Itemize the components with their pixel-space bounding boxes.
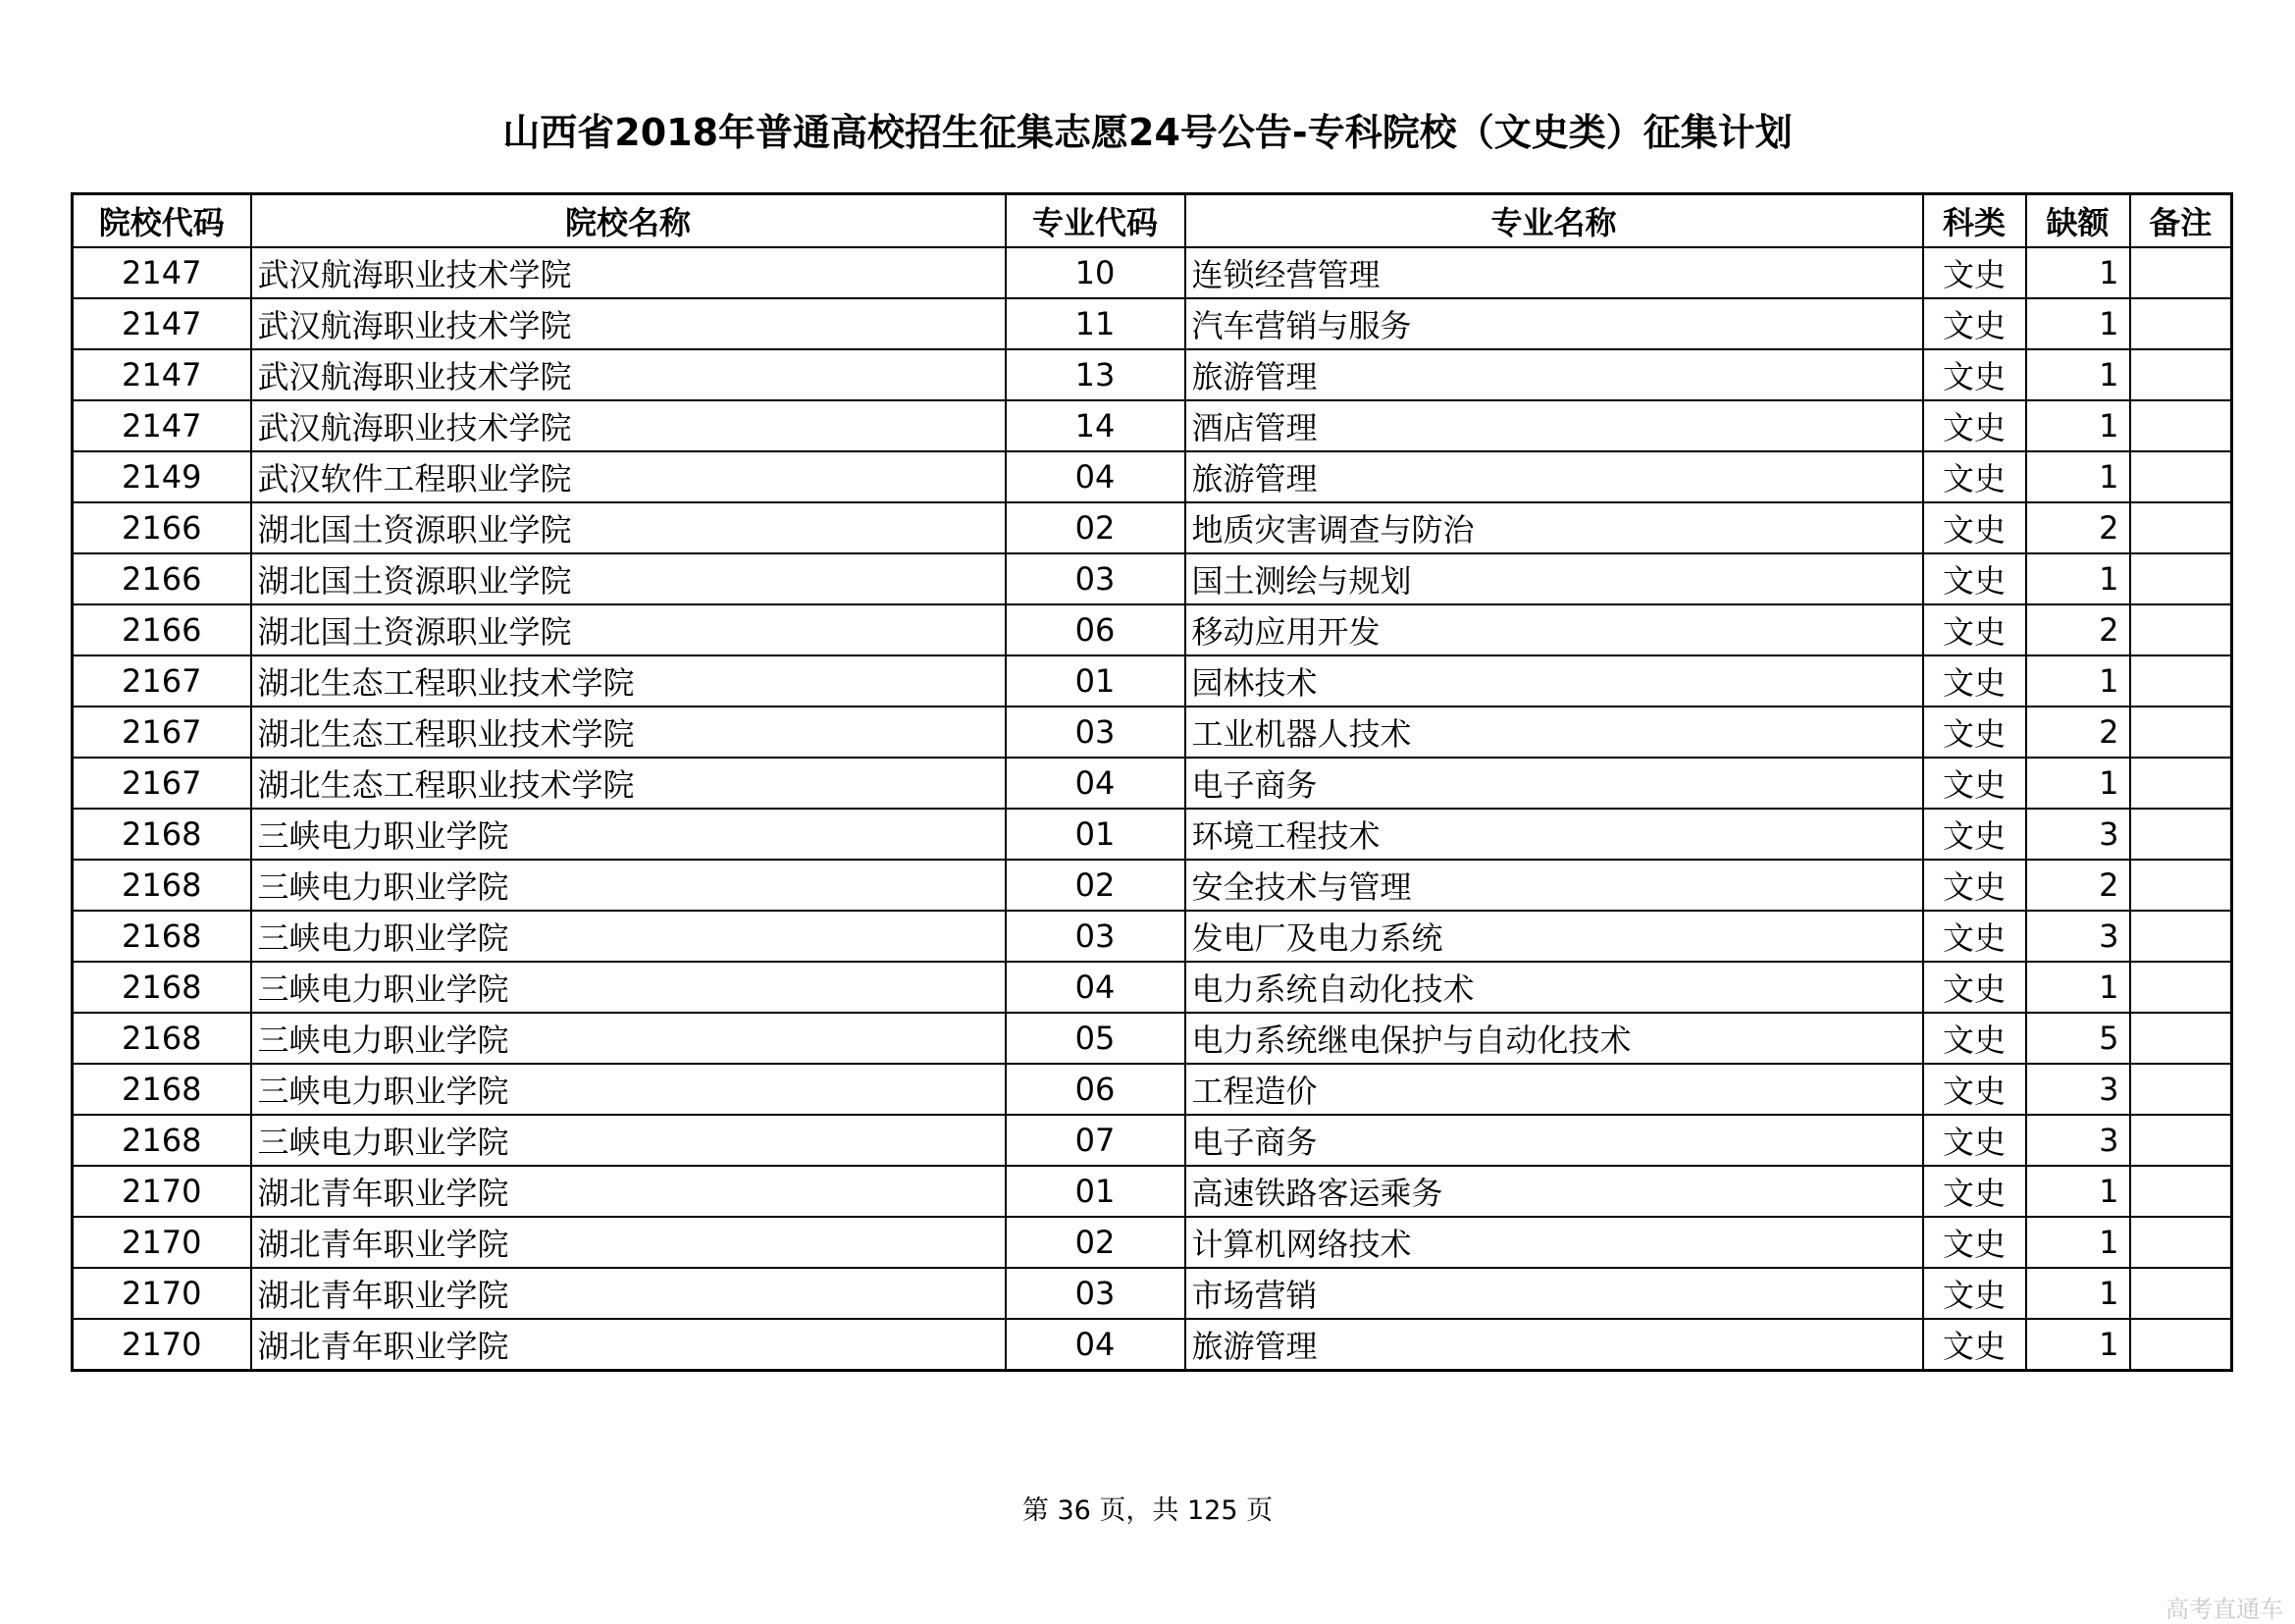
school-code-cell: 2170 xyxy=(73,1217,251,1268)
school-code-cell: 2167 xyxy=(73,707,251,758)
major-code-cell: 13 xyxy=(1006,349,1185,400)
category-cell: 文史 xyxy=(1923,1013,2026,1064)
category-cell: 文史 xyxy=(1923,298,2026,349)
note-cell xyxy=(2130,604,2232,655)
school-name-cell: 三峡电力职业学院 xyxy=(251,860,1006,911)
school-code-cell: 2166 xyxy=(73,502,251,553)
table-row xyxy=(73,400,2232,451)
note-cell xyxy=(2130,911,2232,962)
major-code-cell: 03 xyxy=(1006,1268,1185,1319)
vacancy-cell: 2 xyxy=(2026,707,2130,758)
major-code-cell: 04 xyxy=(1006,962,1185,1013)
category-cell: 文史 xyxy=(1923,247,2026,298)
table-header-row xyxy=(73,194,2232,248)
vacancy-cell: 1 xyxy=(2026,1217,2130,1268)
category-cell: 文史 xyxy=(1923,1268,2026,1319)
major-name-cell: 电力系统继电保护与自动化技术 xyxy=(1185,1013,1923,1064)
note-cell xyxy=(2130,553,2232,604)
column-header-note: 备注 xyxy=(2130,194,2232,248)
table-row xyxy=(73,860,2232,911)
major-code-cell: 02 xyxy=(1006,1217,1185,1268)
major-code-cell: 14 xyxy=(1006,400,1185,451)
watermark: 高考直通车 xyxy=(2165,1596,2283,1623)
note-cell xyxy=(2130,707,2232,758)
major-code-cell: 03 xyxy=(1006,707,1185,758)
school-code-cell: 2170 xyxy=(73,1166,251,1217)
vacancy-cell: 3 xyxy=(2026,809,2130,860)
major-code-cell: 02 xyxy=(1006,860,1185,911)
column-header-vacancy: 缺额 xyxy=(2026,194,2130,248)
major-code-cell: 02 xyxy=(1006,502,1185,553)
school-name-cell: 湖北国土资源职业学院 xyxy=(251,604,1006,655)
major-name-cell: 旅游管理 xyxy=(1185,1319,1923,1371)
major-name-cell: 移动应用开发 xyxy=(1185,604,1923,655)
school-name-cell: 湖北生态工程职业技术学院 xyxy=(251,758,1006,809)
note-cell xyxy=(2130,298,2232,349)
category-cell: 文史 xyxy=(1923,860,2026,911)
school-code-cell: 2147 xyxy=(73,247,251,298)
vacancy-cell: 1 xyxy=(2026,451,2130,502)
major-name-cell: 市场营销 xyxy=(1185,1268,1923,1319)
category-cell: 文史 xyxy=(1923,451,2026,502)
table-row xyxy=(73,809,2232,860)
school-code-cell: 2168 xyxy=(73,860,251,911)
school-name-cell: 湖北生态工程职业技术学院 xyxy=(251,707,1006,758)
category-cell: 文史 xyxy=(1923,349,2026,400)
major-code-cell: 06 xyxy=(1006,604,1185,655)
page-title: 山西省2018年普通高校招生征集志愿24号公告-专科院校（文史类）征集计划 xyxy=(502,111,1793,154)
school-name-cell: 湖北青年职业学院 xyxy=(251,1319,1006,1371)
major-code-cell: 01 xyxy=(1006,655,1185,707)
note-cell xyxy=(2130,502,2232,553)
category-cell: 文史 xyxy=(1923,1115,2026,1166)
note-cell xyxy=(2130,1217,2232,1268)
school-name-cell: 湖北青年职业学院 xyxy=(251,1268,1006,1319)
note-cell xyxy=(2130,962,2232,1013)
school-code-cell: 2166 xyxy=(73,553,251,604)
major-name-cell: 国土测绘与规划 xyxy=(1185,553,1923,604)
note-cell xyxy=(2130,400,2232,451)
category-cell: 文史 xyxy=(1923,1217,2026,1268)
category-cell: 文史 xyxy=(1923,1064,2026,1115)
category-cell: 文史 xyxy=(1923,1319,2026,1371)
note-cell xyxy=(2130,1166,2232,1217)
table-row xyxy=(73,1166,2232,1217)
major-name-cell: 汽车营销与服务 xyxy=(1185,298,1923,349)
major-code-cell: 07 xyxy=(1006,1115,1185,1166)
school-code-cell: 2167 xyxy=(73,655,251,707)
vacancy-cell: 2 xyxy=(2026,604,2130,655)
category-cell: 文史 xyxy=(1923,1166,2026,1217)
school-name-cell: 武汉航海职业技术学院 xyxy=(251,298,1006,349)
note-cell xyxy=(2130,1319,2232,1371)
table-row xyxy=(73,1115,2232,1166)
table-row xyxy=(73,911,2232,962)
school-name-cell: 武汉航海职业技术学院 xyxy=(251,400,1006,451)
note-cell xyxy=(2130,451,2232,502)
school-name-cell: 湖北国土资源职业学院 xyxy=(251,502,1006,553)
major-code-cell: 04 xyxy=(1006,758,1185,809)
major-name-cell: 工业机器人技术 xyxy=(1185,707,1923,758)
table-row xyxy=(73,707,2232,758)
major-code-cell: 04 xyxy=(1006,451,1185,502)
category-cell: 文史 xyxy=(1923,553,2026,604)
note-cell xyxy=(2130,247,2232,298)
school-name-cell: 武汉航海职业技术学院 xyxy=(251,247,1006,298)
table-row xyxy=(73,553,2232,604)
school-name-cell: 三峡电力职业学院 xyxy=(251,962,1006,1013)
vacancy-cell: 1 xyxy=(2026,298,2130,349)
category-cell: 文史 xyxy=(1923,758,2026,809)
major-code-cell: 03 xyxy=(1006,911,1185,962)
school-name-cell: 湖北生态工程职业技术学院 xyxy=(251,655,1006,707)
table-row xyxy=(73,247,2232,298)
major-name-cell: 电力系统自动化技术 xyxy=(1185,962,1923,1013)
major-code-cell: 01 xyxy=(1006,809,1185,860)
vacancy-cell: 1 xyxy=(2026,655,2130,707)
school-code-cell: 2168 xyxy=(73,962,251,1013)
table-row xyxy=(73,604,2232,655)
vacancy-cell: 3 xyxy=(2026,1115,2130,1166)
school-name-cell: 湖北青年职业学院 xyxy=(251,1217,1006,1268)
vacancy-cell: 3 xyxy=(2026,1064,2130,1115)
enrollment-plan-table xyxy=(71,192,2233,1372)
school-code-cell: 2149 xyxy=(73,451,251,502)
note-cell xyxy=(2130,1064,2232,1115)
school-code-cell: 2166 xyxy=(73,604,251,655)
school-name-cell: 三峡电力职业学院 xyxy=(251,911,1006,962)
school-code-cell: 2167 xyxy=(73,758,251,809)
note-cell xyxy=(2130,1013,2232,1064)
page-number: 第 36 页，共 125 页 xyxy=(1021,1495,1274,1526)
major-name-cell: 旅游管理 xyxy=(1185,349,1923,400)
vacancy-cell: 1 xyxy=(2026,962,2130,1013)
column-header-category: 科类 xyxy=(1923,194,2026,248)
column-header-major-name: 专业名称 xyxy=(1185,194,1923,248)
school-name-cell: 武汉软件工程职业学院 xyxy=(251,451,1006,502)
major-name-cell: 酒店管理 xyxy=(1185,400,1923,451)
table-row xyxy=(73,1268,2232,1319)
school-name-cell: 三峡电力职业学院 xyxy=(251,1064,1006,1115)
major-code-cell: 03 xyxy=(1006,553,1185,604)
school-code-cell: 2168 xyxy=(73,911,251,962)
column-header-major-code: 专业代码 xyxy=(1006,194,1185,248)
vacancy-cell: 1 xyxy=(2026,1319,2130,1371)
table-row xyxy=(73,349,2232,400)
note-cell xyxy=(2130,758,2232,809)
school-code-cell: 2147 xyxy=(73,400,251,451)
vacancy-cell: 5 xyxy=(2026,1013,2130,1064)
table-row xyxy=(73,1217,2232,1268)
category-cell: 文史 xyxy=(1923,655,2026,707)
major-name-cell: 旅游管理 xyxy=(1185,451,1923,502)
vacancy-cell: 2 xyxy=(2026,502,2130,553)
vacancy-cell: 1 xyxy=(2026,553,2130,604)
vacancy-cell: 2 xyxy=(2026,860,2130,911)
category-cell: 文史 xyxy=(1923,400,2026,451)
vacancy-cell: 1 xyxy=(2026,400,2130,451)
school-name-cell: 湖北青年职业学院 xyxy=(251,1166,1006,1217)
major-name-cell: 地质灾害调查与防治 xyxy=(1185,502,1923,553)
major-code-cell: 10 xyxy=(1006,247,1185,298)
major-code-cell: 05 xyxy=(1006,1013,1185,1064)
vacancy-cell: 1 xyxy=(2026,349,2130,400)
school-code-cell: 2168 xyxy=(73,1013,251,1064)
table-row xyxy=(73,758,2232,809)
category-cell: 文史 xyxy=(1923,911,2026,962)
vacancy-cell: 1 xyxy=(2026,247,2130,298)
school-name-cell: 三峡电力职业学院 xyxy=(251,809,1006,860)
major-code-cell: 01 xyxy=(1006,1166,1185,1217)
school-code-cell: 2147 xyxy=(73,298,251,349)
school-name-cell: 三峡电力职业学院 xyxy=(251,1115,1006,1166)
note-cell xyxy=(2130,860,2232,911)
school-code-cell: 2168 xyxy=(73,809,251,860)
vacancy-cell: 3 xyxy=(2026,911,2130,962)
category-cell: 文史 xyxy=(1923,604,2026,655)
category-cell: 文史 xyxy=(1923,809,2026,860)
major-name-cell: 连锁经营管理 xyxy=(1185,247,1923,298)
major-name-cell: 电子商务 xyxy=(1185,758,1923,809)
table-row xyxy=(73,655,2232,707)
school-code-cell: 2147 xyxy=(73,349,251,400)
vacancy-cell: 1 xyxy=(2026,1166,2130,1217)
major-name-cell: 计算机网络技术 xyxy=(1185,1217,1923,1268)
table-row xyxy=(73,1064,2232,1115)
major-name-cell: 发电厂及电力系统 xyxy=(1185,911,1923,962)
note-cell xyxy=(2130,655,2232,707)
table-row xyxy=(73,451,2232,502)
school-code-cell: 2168 xyxy=(73,1115,251,1166)
column-header-school-code: 院校代码 xyxy=(73,194,251,248)
note-cell xyxy=(2130,1268,2232,1319)
major-name-cell: 电子商务 xyxy=(1185,1115,1923,1166)
column-header-school-name: 院校名称 xyxy=(251,194,1006,248)
school-code-cell: 2170 xyxy=(73,1268,251,1319)
major-code-cell: 06 xyxy=(1006,1064,1185,1115)
school-name-cell: 武汉航海职业技术学院 xyxy=(251,349,1006,400)
major-name-cell: 安全技术与管理 xyxy=(1185,860,1923,911)
school-code-cell: 2170 xyxy=(73,1319,251,1371)
table-row xyxy=(73,502,2232,553)
note-cell xyxy=(2130,809,2232,860)
major-code-cell: 04 xyxy=(1006,1319,1185,1371)
category-cell: 文史 xyxy=(1923,502,2026,553)
vacancy-cell: 1 xyxy=(2026,758,2130,809)
school-code-cell: 2168 xyxy=(73,1064,251,1115)
vacancy-cell: 1 xyxy=(2026,1268,2130,1319)
major-name-cell: 工程造价 xyxy=(1185,1064,1923,1115)
category-cell: 文史 xyxy=(1923,707,2026,758)
table-body xyxy=(73,247,2232,1371)
major-name-cell: 高速铁路客运乘务 xyxy=(1185,1166,1923,1217)
major-name-cell: 环境工程技术 xyxy=(1185,809,1923,860)
school-name-cell: 湖北国土资源职业学院 xyxy=(251,553,1006,604)
note-cell xyxy=(2130,1115,2232,1166)
table-row xyxy=(73,962,2232,1013)
table-row xyxy=(73,1013,2232,1064)
table-row xyxy=(73,1319,2232,1371)
category-cell: 文史 xyxy=(1923,962,2026,1013)
major-code-cell: 11 xyxy=(1006,298,1185,349)
note-cell xyxy=(2130,349,2232,400)
school-name-cell: 三峡电力职业学院 xyxy=(251,1013,1006,1064)
table-row xyxy=(73,298,2232,349)
major-name-cell: 园林技术 xyxy=(1185,655,1923,707)
